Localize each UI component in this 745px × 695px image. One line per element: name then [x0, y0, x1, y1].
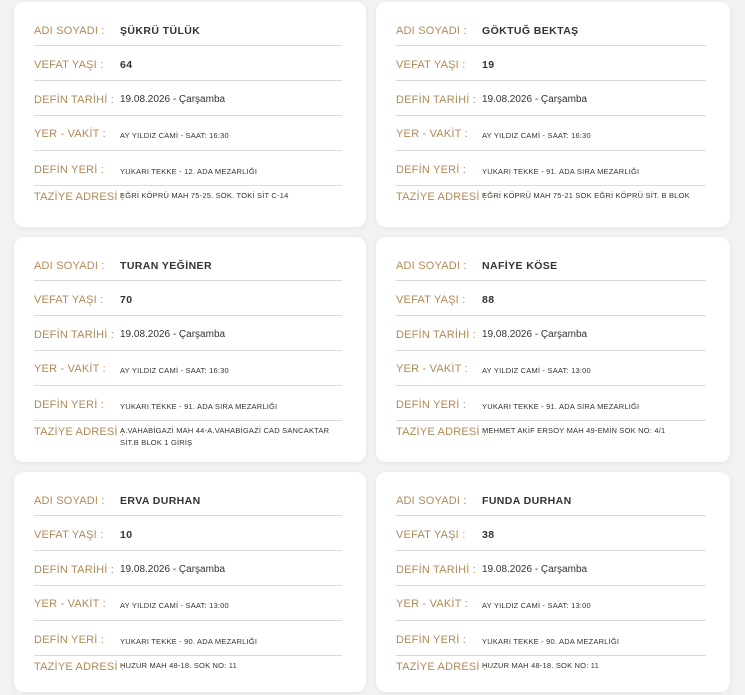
date-value: 19.08.2026 - Çarşamba	[482, 564, 588, 575]
burial-value: YUKARI TEKKE - 90. ADA MEZARLIĞI	[120, 637, 258, 646]
age-row	[34, 45, 342, 81]
age-row	[396, 45, 706, 81]
place-time-value: AY YILDIZ CAMİ - SAAT: 13:00	[482, 601, 591, 610]
date-row	[396, 80, 706, 116]
place-time-label: YER - VAKİT :	[34, 598, 106, 610]
name-row	[396, 478, 706, 516]
condolence-value: A.VAHABİGAZİ MAH 44-A.VAHABİGAZİ CAD SANCAKTAR SİT.B BLOK 1 GİRİŞ	[120, 426, 330, 447]
condolence-row	[396, 185, 706, 225]
burial-value: YUKARI TEKKE - 90. ADA MEZARLIĞI	[482, 637, 620, 646]
age-value: 10	[120, 529, 133, 541]
date-label: DEFİN TARİHİ :	[396, 329, 477, 341]
age-row	[396, 280, 706, 316]
burial-label: DEFİN YERİ :	[396, 634, 467, 646]
age-row	[34, 515, 342, 551]
place-time-row	[34, 115, 342, 151]
place-time-row	[34, 585, 342, 621]
name-value: GÖKTUĞ BEKTAŞ	[482, 25, 579, 37]
place-time-row	[396, 585, 706, 621]
obituary-card	[376, 237, 730, 462]
name-value: NAFİYE KÖSE	[482, 260, 558, 272]
age-value: 64	[120, 59, 133, 71]
obituary-card	[376, 472, 730, 692]
name-row	[34, 243, 342, 281]
date-label: DEFİN TARİHİ :	[396, 94, 477, 106]
name-label: ADI SOYADI :	[396, 495, 467, 507]
condolence-label: TAZİYE ADRESİ :	[396, 426, 487, 438]
place-time-label: YER - VAKİT :	[34, 128, 106, 140]
date-row	[396, 550, 706, 586]
burial-value: YUKARI TEKKE - 91. ADA SIRA MEZARLIĞI	[482, 167, 640, 176]
age-label: VEFAT YAŞI :	[34, 59, 104, 71]
condolence-value: MEHMET AKİF ERSOY MAH 49-EMİN SOK NO: 4/1	[482, 426, 666, 435]
place-time-label: YER - VAKİT :	[396, 128, 468, 140]
burial-value: YUKARI TEKKE - 91. ADA SIRA MEZARLIĞI	[120, 402, 278, 411]
condolence-value: EĞRİ KÖPRÜ MAH 75-25. SOK. TOKİ SİT C-14	[120, 191, 289, 200]
age-row	[34, 280, 342, 316]
date-value: 19.08.2026 - Çarşamba	[482, 329, 588, 340]
name-row	[34, 8, 342, 46]
place-time-value: AY YILDIZ CAMİ - SAAT: 16:30	[482, 131, 591, 140]
place-time-row	[396, 115, 706, 151]
burial-label: DEFİN YERİ :	[396, 399, 467, 411]
obituary-card	[14, 472, 366, 692]
burial-row	[34, 385, 342, 421]
age-value: 19	[482, 59, 495, 71]
place-time-label: YER - VAKİT :	[396, 598, 468, 610]
date-label: DEFİN TARİHİ :	[396, 564, 477, 576]
place-time-value: AY YILDIZ CAMİ - SAAT: 16:30	[120, 131, 229, 140]
age-value: 38	[482, 529, 495, 541]
burial-row	[396, 385, 706, 421]
name-row	[396, 243, 706, 281]
age-row	[396, 515, 706, 551]
date-row	[396, 315, 706, 351]
burial-row	[396, 150, 706, 186]
condolence-label: TAZİYE ADRESİ :	[396, 191, 487, 203]
name-label: ADI SOYADI :	[34, 495, 105, 507]
date-value: 19.08.2026 - Çarşamba	[120, 329, 226, 340]
date-value: 19.08.2026 - Çarşamba	[120, 564, 226, 575]
burial-row	[34, 620, 342, 656]
date-value: 19.08.2026 - Çarşamba	[482, 94, 588, 105]
age-label: VEFAT YAŞI :	[396, 294, 466, 306]
condolence-row	[34, 420, 342, 460]
name-row	[396, 8, 706, 46]
condolence-label: TAZİYE ADRESİ :	[34, 426, 125, 438]
name-label: ADI SOYADI :	[396, 260, 467, 272]
place-time-row	[396, 350, 706, 386]
condolence-row	[34, 185, 342, 225]
place-time-label: YER - VAKİT :	[34, 363, 106, 375]
obituary-card	[14, 237, 366, 462]
burial-label: DEFİN YERİ :	[34, 164, 105, 176]
place-time-value: AY YILDIZ CAMİ - SAAT: 13:00	[120, 601, 229, 610]
burial-label: DEFİN YERİ :	[34, 399, 105, 411]
condolence-value: HUZUR MAH 48-18. SOK NO: 11	[482, 661, 599, 670]
place-time-value: AY YILDIZ CAMİ - SAAT: 13:00	[482, 366, 591, 375]
condolence-row	[34, 655, 342, 695]
date-value: 19.08.2026 - Çarşamba	[120, 94, 226, 105]
name-label: ADI SOYADI :	[34, 260, 105, 272]
date-label: DEFİN TARİHİ :	[34, 564, 115, 576]
age-label: VEFAT YAŞI :	[396, 59, 466, 71]
burial-row	[396, 620, 706, 656]
date-label: DEFİN TARİHİ :	[34, 329, 115, 341]
condolence-row	[396, 655, 706, 695]
burial-label: DEFİN YERİ :	[396, 164, 467, 176]
burial-value: YUKARI TEKKE - 12. ADA MEZARLIĞI	[120, 167, 258, 176]
name-row	[34, 478, 342, 516]
place-time-row	[34, 350, 342, 386]
place-time-value: AY YILDIZ CAMİ - SAAT: 16:30	[120, 366, 229, 375]
name-label: ADI SOYADI :	[396, 25, 467, 37]
place-time-label: YER - VAKİT :	[396, 363, 468, 375]
name-label: ADI SOYADI :	[34, 25, 105, 37]
obituary-card	[376, 2, 730, 227]
date-label: DEFİN TARİHİ :	[34, 94, 115, 106]
name-value: ERVA DURHAN	[120, 495, 201, 507]
age-value: 88	[482, 294, 495, 306]
condolence-value: HUZUR MAH 48-18. SOK NO: 11	[120, 661, 237, 670]
burial-row	[34, 150, 342, 186]
age-value: 70	[120, 294, 133, 306]
burial-value: YUKARI TEKKE - 91. ADA SIRA MEZARLIĞI	[482, 402, 640, 411]
age-label: VEFAT YAŞI :	[34, 529, 104, 541]
burial-label: DEFİN YERİ :	[34, 634, 105, 646]
condolence-row	[396, 420, 706, 460]
age-label: VEFAT YAŞI :	[396, 529, 466, 541]
name-value: FUNDA DURHAN	[482, 495, 572, 507]
condolence-label: TAZİYE ADRESİ :	[396, 661, 487, 673]
condolence-value: EĞRİ KÖPRÜ MAH 75-21 SOK EĞRİ KÖPRÜ SİT. B BLOK	[482, 191, 690, 200]
condolence-label: TAZİYE ADRESİ :	[34, 661, 125, 673]
condolence-label: TAZİYE ADRESİ :	[34, 191, 125, 203]
obituary-card	[14, 2, 366, 227]
date-row	[34, 315, 342, 351]
name-value: TURAN YEĞİNER	[120, 260, 212, 272]
name-value: ŞÜKRÜ TÜLÜK	[120, 25, 201, 37]
date-row	[34, 550, 342, 586]
age-label: VEFAT YAŞI :	[34, 294, 104, 306]
date-row	[34, 80, 342, 116]
